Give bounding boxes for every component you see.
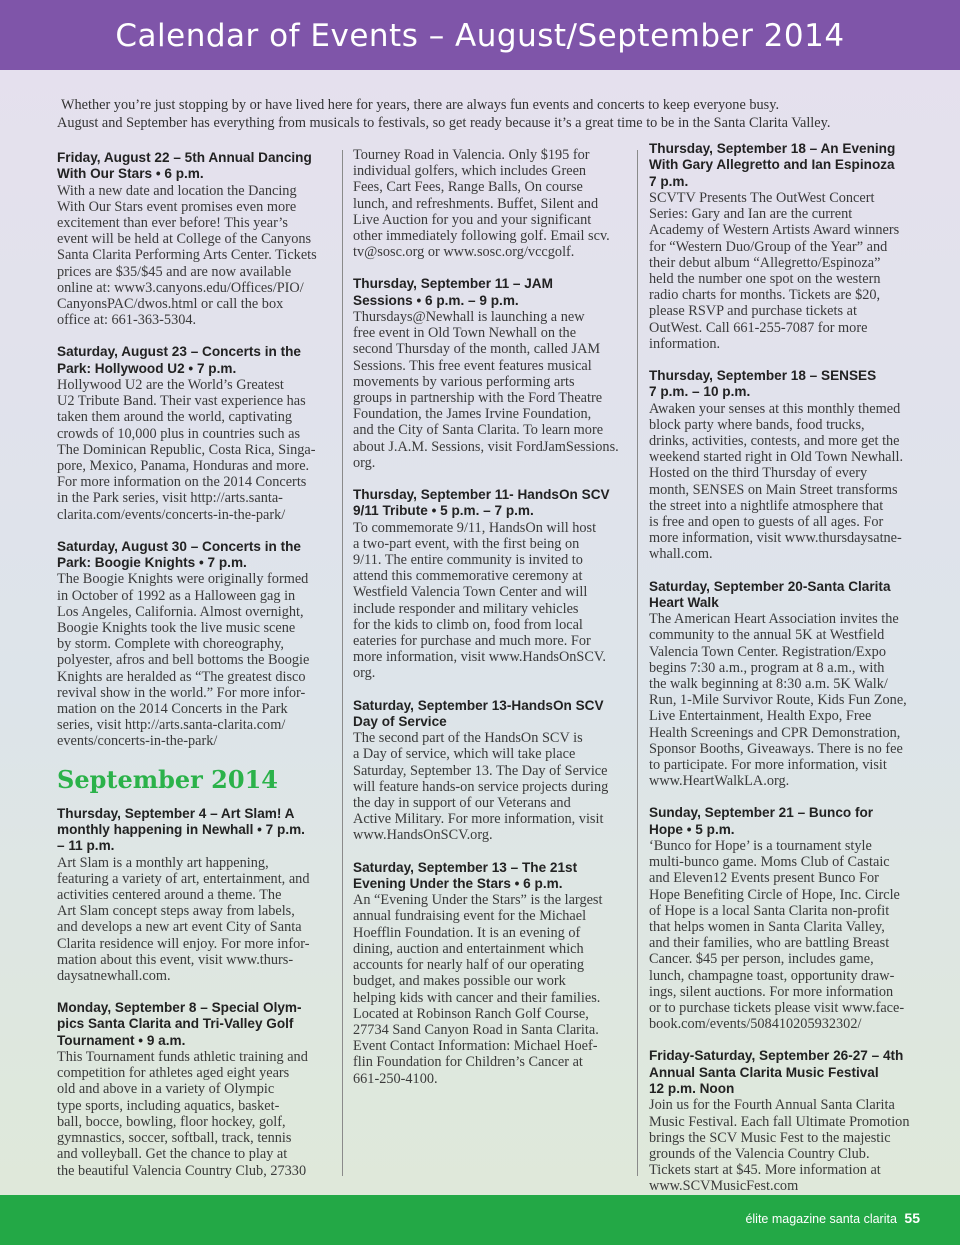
event-description-line: office at: 661-363-5304.: [57, 312, 197, 329]
event-title-line: 7 p.m.: [649, 173, 689, 189]
event-description-line: To commemorate 9/11, HandsOn will host: [353, 519, 597, 536]
event-entry: [353, 698, 633, 844]
event-description-line: Knights are heralded as “The greatest disco: [57, 668, 306, 685]
event-description-line: a Day of service, which will take place: [353, 746, 576, 763]
event-description-line: The Boogie Knights were originally formed: [57, 571, 309, 588]
event-title-line: With Gary Allegretto and Ian Espinoza: [649, 157, 895, 173]
page-header-banner: [0, 0, 960, 70]
event-description-line: www.HandsOnSCV.org.: [353, 827, 493, 844]
event-description-line: Music Festival. Each fall Ultimate Promotion: [649, 1113, 910, 1130]
event-description-line: This Tournament funds athletic training and: [57, 1049, 308, 1066]
event-description: [649, 611, 931, 789]
event-description-line: in October of 1992 as a Halloween gag in: [57, 587, 296, 604]
event-description-line: Tickets start at $45. More information at: [649, 1162, 881, 1179]
event-description-line: competition for athletes aged eight years: [57, 1065, 290, 1082]
event-entry: [353, 860, 633, 1087]
event-description-line: the day in support of our Veterans and: [353, 795, 571, 812]
event-description-line: Located at Robinson Ranch Golf Course,: [353, 1005, 589, 1022]
august-events: [57, 150, 337, 750]
event-description: [353, 520, 633, 682]
intro-paragraph: [57, 96, 927, 132]
event-description-line: excitement than ever before! This year’s: [57, 215, 288, 231]
event-title-line: Saturday, September 20-Santa Clarita: [649, 578, 891, 594]
event-description-line: and volleyball. Get the chance to play at: [57, 1146, 288, 1163]
event-description-line: Boogie Knights took the live music scene: [57, 620, 296, 637]
event-title-line: Park: Hollywood U2 • 7 p.m.: [57, 360, 237, 376]
event-description: [649, 1097, 931, 1194]
event-description-line: Series: Gary and Ian are the current: [649, 206, 853, 223]
event-description-line: type sports, including aquatics, basket-: [57, 1097, 280, 1114]
event-description-line: dining, auction and entertainment which: [353, 940, 584, 957]
event-description-line: www.SCVMusicFest.com: [649, 1178, 799, 1195]
event-description-line: Cancer. $45 per person, includes game,: [649, 951, 874, 968]
event-entry: [649, 805, 931, 1032]
event-description-line: month, SENSES on Main Street transforms: [649, 481, 898, 498]
event-description-line: taken them around the world, captivating: [57, 409, 293, 426]
event-description-line: eateries for purchase and much more. For: [353, 633, 591, 650]
event-description-line: gymnastics, soccer, softball, track, tennis: [57, 1130, 292, 1147]
event-description-line: for “Western Duo/Group of the Year” and: [649, 238, 888, 255]
event-description-line: more information, visit www.thursdaysatne-: [649, 530, 902, 547]
event-title-line: Saturday, August 23 – Concerts in the: [57, 344, 301, 360]
page-footer: [0, 1195, 960, 1245]
page-title: Calendar of Events – August/September 2014: [115, 18, 845, 54]
event-description-line: Live Auction for you and your significant: [353, 211, 592, 228]
event-description-line: information.: [649, 335, 721, 352]
event-description-line: or to purchase tickets please visit www.face-: [649, 1000, 905, 1016]
event-description-line: the street into a nightlife atmosphere that: [649, 497, 884, 514]
event-description-line: more information, visit www.HandsOnSCV.: [353, 649, 606, 666]
event-description-line: org.: [353, 454, 376, 471]
event-description-line: other immediately following golf. Email scv.: [353, 228, 610, 245]
event-title: [649, 1048, 931, 1097]
footer-credit: [745, 1210, 920, 1226]
event-description-line: ings, silent auctions. For more information: [649, 983, 894, 1000]
event-description-line: by storm. Complete with choreography,: [57, 636, 284, 653]
event-description-line: featuring a variety of art, entertainment, and: [57, 870, 310, 887]
magazine-name: élite magazine santa clarita: [745, 1212, 897, 1226]
event-description: [649, 190, 931, 352]
event-description-line: annual fundraising event for the Michael: [353, 908, 587, 925]
event-description-line: OutWest. Call 661-255-7087 for more: [649, 319, 868, 336]
event-description-line: An “Evening Under the Stars” is the largest: [353, 892, 603, 909]
event-title: [57, 806, 337, 855]
column-right: [649, 141, 931, 1211]
event-description: [57, 183, 337, 329]
event-entry: [57, 150, 337, 328]
event-description-line: grounds of the Valencia Country Club.: [649, 1145, 870, 1162]
event-title-line: 12 p.m. Noon: [649, 1081, 735, 1096]
column-divider: [342, 150, 343, 1176]
event-description-line: community to the annual 5K at Westfield: [649, 627, 885, 644]
event-description-line: Los Angeles, California. Almost overnight,: [57, 603, 304, 620]
event-description-line: the walk beginning at 8:30 a.m. 5K Walk/: [649, 675, 888, 692]
event-title: [353, 860, 633, 893]
event-description-line: Hope Benefiting Circle of Hope, Inc. Circle: [649, 886, 900, 903]
event-description-line: lunch, and refreshments. Buffet, Silent and: [353, 195, 599, 212]
event-description-line: multi-bunco game. Moms Club of Castaic: [649, 854, 890, 871]
event-description-line: Hollywood U2 are the World’s Greatest: [57, 377, 284, 394]
event-description-line: Valencia Town Center. Registration/Expo: [649, 643, 886, 660]
event-description-line: SCVTV Presents The OutWest Concert: [649, 189, 875, 206]
event-description-line: a two-part event, with the first being on: [353, 535, 580, 552]
event-title: [649, 141, 931, 190]
event-title-line: Thursday, September 18 – An Evening: [649, 141, 896, 156]
event-description-line: Westfield Valencia Town Center and will: [353, 584, 588, 601]
event-description-line: www.HeartWalkLA.org.: [649, 773, 790, 790]
september-events-left: [57, 806, 337, 1179]
event-title-line: 9/11 Tribute • 5 p.m. – 7 p.m.: [353, 503, 534, 519]
event-title-line: Saturday, September 13-HandsOn SCV: [353, 697, 604, 713]
event-description-line: Foundation, the James Irvine Foundation,: [353, 406, 592, 423]
event-description-line: accounts for nearly half of our operating: [353, 957, 585, 974]
event-description-line: helping kids with cancer and their families.: [353, 989, 601, 1006]
event-description-line: revival show in the world.” For more infor-: [57, 684, 306, 701]
event-description-line: Active Military. For more information, visit: [353, 811, 604, 828]
event-description-line: and develops a new art event City of Santa: [57, 919, 302, 936]
event-description-line: activities centered around a theme. The: [57, 886, 282, 903]
event-description-line: block party where bands, food trucks,: [649, 416, 865, 433]
event-description: [57, 855, 337, 985]
event-description-line: Sponsor Booths, Giveaways. There is no fee: [649, 740, 903, 757]
event-description-line: Santa Clarita Performing Arts Center. Tickets: [57, 247, 317, 264]
event-description-line: that helps women in Santa Clarita Valley,: [649, 918, 885, 935]
event-title-line: Annual Santa Clarita Music Festival: [649, 1064, 879, 1080]
event-description-line: attend this commemorative ceremony at: [353, 568, 583, 585]
event-description-line: Saturday, September 13. The Day of Service: [353, 762, 608, 779]
event-description-line: Join us for the Fourth Annual Santa Clarita: [649, 1097, 895, 1114]
event-title: [649, 368, 931, 401]
event-description-line: U2 Tribute Band. Their vast experience has: [57, 393, 306, 410]
event-description-line: tv@sosc.org or www.sosc.org/vccgolf.: [353, 244, 575, 261]
event-description-line: Hoefflin Foundation. It is an evening of: [353, 924, 581, 941]
event-description: [57, 377, 337, 523]
event-title: [57, 150, 337, 183]
event-title-line: Friday-Saturday, September 26-27 – 4th: [649, 1048, 904, 1064]
event-title-line: pics Santa Clarita and Tri-Valley Golf: [57, 1016, 294, 1032]
event-description-line: about J.A.M. Sessions, visit FordJamSessions.: [353, 438, 619, 455]
event-description-line: for the kids to climb on, food from local: [353, 616, 583, 633]
event-description-line: events/concerts-in-the-park/: [57, 733, 218, 750]
event-description-line: mation on the 2014 Concerts in the Park: [57, 701, 288, 718]
event-description-line: pore, Mexico, Panama, Honduras and more.: [57, 458, 310, 475]
event-description-line: Art Slam is a monthly art happening,: [57, 854, 269, 871]
event-description-line: brings the SCV Music Fest to the majestic: [649, 1129, 891, 1146]
event-title: [649, 579, 931, 612]
event-title-line: With Our Stars • 6 p.m.: [57, 166, 204, 182]
event-title-line: Saturday, August 30 – Concerts in the: [57, 538, 301, 554]
event-description-line: free event in Old Town Newhall on the: [353, 325, 577, 342]
event-description-line: flin Foundation for Children’s Cancer at: [353, 1054, 583, 1071]
september-heading: September 2014: [57, 764, 278, 794]
event-description-line: CanyonsPAC/dwos.html or call the box: [57, 296, 284, 313]
event-entry: [353, 147, 633, 260]
event-description-line: Live Entertainment, Health Expo, Free: [649, 708, 872, 725]
event-description-line: crowds of 10,000 plus in countries such as: [57, 425, 301, 442]
event-description-line: begins 7:30 a.m., program at 8 a.m., with: [649, 659, 885, 676]
event-title-line: Hope • 5 p.m.: [649, 821, 735, 837]
event-description-line: please RSVP and purchase tickets at: [649, 303, 857, 320]
event-title-line: Sessions • 6 p.m. – 9 p.m.: [353, 292, 519, 308]
event-description-line: online at: www3.canyons.edu/Offices/PIO/: [57, 279, 304, 296]
event-description-line: With Our Stars event promises even more: [57, 198, 297, 215]
event-entry: [649, 1048, 931, 1194]
event-description-line: book.com/events/508410205932302/: [649, 1016, 862, 1033]
intro-line: Whether you’re just stopping by or have lived here for years, there are always fun events and concerts to keep everyone busy.: [61, 97, 780, 113]
event-entry: [649, 579, 931, 790]
event-description-line: include responder and military vehicles: [353, 600, 579, 617]
event-description-line: 9/11. The entire community is invited to: [353, 552, 583, 569]
event-description-line: mation about this event, visit www.thurs-: [57, 951, 294, 968]
event-description: [649, 838, 931, 1032]
event-title-line: monthly happening in Newhall • 7 p.m.: [57, 821, 305, 837]
event-description-line: Fees, Cart Fees, Range Balls, On course: [353, 179, 583, 196]
event-description-line: in the Park series, visit http://arts.santa-: [57, 490, 283, 507]
event-title-line: Park: Boogie Knights • 7 p.m.: [57, 555, 247, 571]
event-description-line: radio charts for months. Tickets are $20,: [649, 287, 881, 304]
event-description-line: of Hope is a local Santa Clarita non-profit: [649, 902, 890, 919]
event-title: [57, 344, 337, 377]
event-description-line: Health Screenings and CPR Demonstration,: [649, 724, 901, 741]
event-description: [649, 401, 931, 563]
event-description: [57, 571, 337, 749]
intro-line: August and September has everything from musicals to festivals, so get ready because it’s a great time to be in the Santa Clarita Valley.: [57, 115, 831, 131]
event-entry: [57, 344, 337, 522]
event-title-line: Saturday, September 13 – The 21st: [353, 859, 578, 875]
event-description-line: prices are $35/$45 and are now available: [57, 263, 292, 280]
event-description-line: weekend started right in Old Town Newhall.: [649, 449, 904, 466]
event-entry: [57, 806, 337, 985]
event-title: [57, 539, 337, 572]
event-description-line: old and above in a variety of Olympic: [57, 1081, 275, 1098]
event-entry: [649, 368, 931, 563]
event-description-line: ball, bocce, bowling, floor hockey, golf,: [57, 1113, 286, 1130]
event-description-line: Clarita residence will enjoy. For more infor-: [57, 935, 310, 952]
event-description-line: For more information on the 2014 Concerts: [57, 474, 307, 491]
event-title-line: 7 p.m. – 10 p.m.: [649, 384, 751, 400]
event-title: [353, 276, 633, 309]
event-description-line: The American Heart Association invites the: [649, 611, 899, 628]
event-description: [353, 892, 633, 1086]
event-title: [353, 487, 633, 520]
event-description-line: held the number one spot on the western: [649, 270, 881, 287]
column-left: [57, 150, 337, 1195]
event-description-line: lunch, champagne toast, opportunity draw-: [649, 967, 895, 984]
event-entry: [57, 539, 337, 750]
event-description-line: polyester, afros and bell bottoms the Boogie: [57, 652, 310, 669]
event-title-line: Thursday, September 4 – Art Slam! A: [57, 805, 295, 821]
event-title-line: – 11 p.m.: [57, 838, 115, 854]
event-title-line: Thursday, September 11- HandsOn SCV: [353, 487, 610, 503]
event-description-line: and the City of Santa Clarita. To learn more: [353, 422, 604, 439]
event-title: [57, 1000, 337, 1049]
event-entry: [649, 141, 931, 352]
event-description-line: clarita.com/events/concerts-in-the-park/: [57, 506, 286, 523]
event-title-line: Thursday, September 18 – SENSES: [649, 367, 877, 383]
event-description-line: whall.com.: [649, 546, 713, 563]
event-title: [353, 698, 633, 731]
event-description-line: The Dominican Republic, Costa Rica, Singa-: [57, 441, 316, 458]
event-description-line: org.: [353, 665, 376, 682]
event-description-line: is free and open to guests of all ages. For: [649, 513, 884, 530]
event-description-line: Academy of Western Artists Award winners: [649, 222, 900, 239]
event-description-line: movements by various performing arts: [353, 373, 575, 390]
event-description-line: 27734 Sand Canyon Road in Santa Clarita.: [353, 1021, 599, 1038]
event-title-line: Friday, August 22 – 5th Annual Dancing: [57, 150, 312, 165]
event-description: [57, 1049, 337, 1179]
event-description: [353, 147, 633, 260]
event-title-line: Tournament • 9 a.m.: [57, 1032, 186, 1048]
event-description-line: series, visit http://arts.santa-clarita.com/: [57, 717, 286, 734]
event-description-line: With a new date and location the Dancing: [57, 182, 297, 199]
event-description-line: their debut album “Allegretto/Espinoza”: [649, 254, 881, 271]
event-description-line: will feature hands-on service projects during: [353, 778, 609, 795]
event-description-line: Event Contact Information: Michael Hoef-: [353, 1038, 598, 1055]
event-entry: [353, 276, 633, 471]
event-description-line: drinks, activities, contests, and more get the: [649, 432, 900, 449]
event-description-line: ‘Bunco for Hope’ is a tournament style: [649, 837, 872, 854]
event-description-line: The second part of the HandsOn SCV is: [353, 730, 583, 747]
event-title-line: Thursday, September 11 – JAM: [353, 276, 553, 292]
event-description-line: Sessions. This free event features musical: [353, 357, 592, 374]
event-description-line: and their families, who are battling Breast: [649, 935, 890, 952]
event-description-line: budget, and makes possible our work: [353, 973, 566, 990]
event-title-line: Evening Under the Stars • 6 p.m.: [353, 875, 563, 891]
event-description-line: the beautiful Valencia Country Club, 27330: [57, 1162, 307, 1179]
event-description-line: Awaken your senses at this monthly themed: [649, 400, 901, 417]
event-description-line: Hosted on the third Thursday of every: [649, 465, 868, 482]
event-description-line: second Thursday of the month, called JAM: [353, 341, 601, 358]
event-title: [649, 805, 931, 838]
event-description: [353, 309, 633, 471]
event-description-line: 661-250-4100.: [353, 1070, 438, 1087]
event-description-line: Run, 1-Mile Survivor Route, Kids Fun Zone,: [649, 692, 907, 709]
event-description-line: event will be held at College of the Canyons: [57, 231, 312, 248]
event-title-line: Day of Service: [353, 713, 447, 729]
event-entry: [57, 1000, 337, 1179]
event-description-line: Thursdays@Newhall is launching a new: [353, 309, 585, 326]
page-number: 55: [904, 1210, 920, 1226]
column-middle: [353, 147, 633, 1103]
event-description-line: and Eleven12 Events present Bunco For: [649, 870, 879, 887]
event-title-line: Sunday, September 21 – Bunco for: [649, 805, 874, 821]
column-divider: [637, 150, 638, 1176]
event-description: [353, 730, 633, 843]
event-entry: [353, 487, 633, 682]
event-description-line: to participate. For more information, visit: [649, 756, 887, 773]
event-description-line: individual golfers, which includes Green: [353, 163, 587, 180]
event-description-line: Tourney Road in Valencia. Only $195 for: [353, 147, 590, 163]
event-description-line: groups in partnership with the Ford Theatre: [353, 390, 603, 407]
event-title-line: Monday, September 8 – Special Olym-: [57, 1000, 302, 1016]
event-description-line: daysatnewhall.com.: [57, 967, 171, 984]
event-title-line: Heart Walk: [649, 594, 719, 610]
event-description-line: Art Slam concept steps away from labels,: [57, 903, 295, 920]
